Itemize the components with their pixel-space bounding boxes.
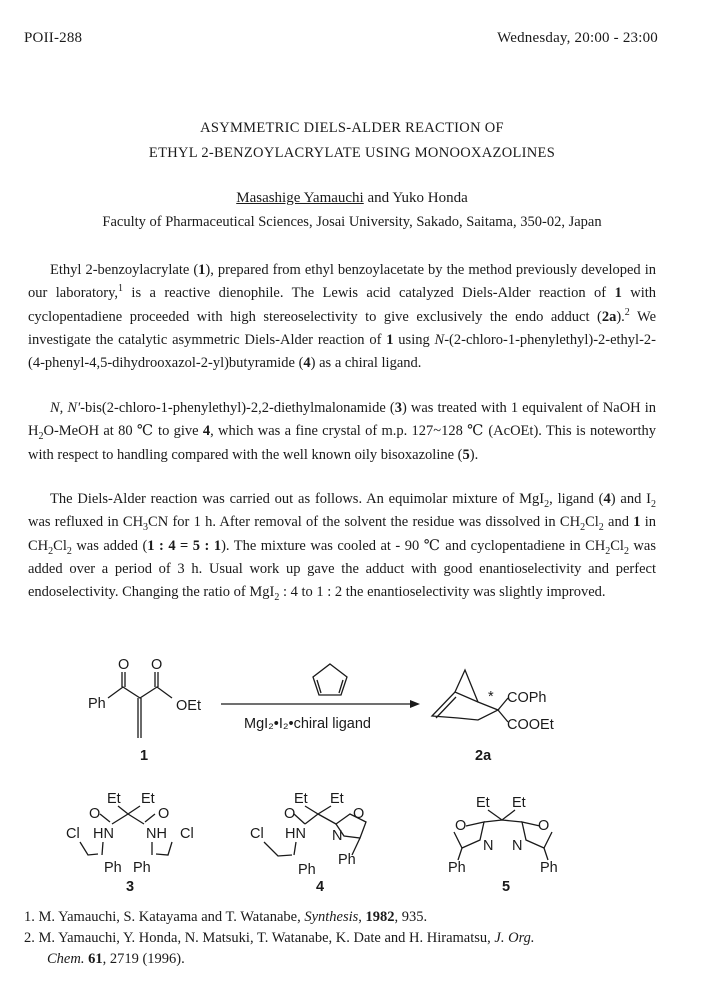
compound-2a-structure xyxy=(432,670,554,764)
atom-et: Et xyxy=(330,791,344,807)
reference-1: 1. M. Yamauchi, S. Katayama and T. Watanabe, Synthesis, 1982, 935. xyxy=(24,909,428,925)
atom-cl: Cl xyxy=(250,826,264,842)
authors xyxy=(0,190,704,207)
atom-o: O xyxy=(353,806,365,822)
compound-ref: 3 xyxy=(394,400,402,416)
compound-1-structure xyxy=(88,657,201,764)
stereo-star: * xyxy=(488,689,494,705)
reagent-label: MgI₂•I₂•chiral ligand xyxy=(244,716,371,732)
citation: 1 xyxy=(118,283,124,295)
atom-nh: NH xyxy=(146,826,167,842)
abstract-code: POII-288 xyxy=(24,30,83,46)
compound-ref: 5 xyxy=(462,446,470,463)
atom-ph: Ph xyxy=(133,860,151,876)
compound-ref: 1 xyxy=(614,285,622,302)
compound-label-1: 1 xyxy=(140,748,149,764)
author-separator: and xyxy=(363,190,393,206)
atom-ph: Ph xyxy=(104,860,122,876)
atom-et: Et xyxy=(476,795,490,811)
atom-cl: Cl xyxy=(66,826,80,842)
compound-3-structure xyxy=(66,791,194,895)
atom-ph: Ph xyxy=(298,862,316,878)
atom-cl: Cl xyxy=(180,826,194,842)
atom-et: Et xyxy=(107,791,121,807)
atom-hn: HN xyxy=(285,826,306,842)
paragraph-1: Ethyl 2-benzoylacrylate (1), prepared from ethyl benzoylacetate by the method previously developed in our laboratory,$^1$ is a reactive dienophile. The Lewis acid catalyzed Diels-Alder reaction of 1 with cyclopentadiene proceeded with high stereoselectivity to give exclusively the endo adduct (2a).$^2$ We investigate the catalytic asymmetric Diels-Alder reaction of 1 using N-(2-chloro-1-phenylethyl)-2-ethyl-2-(4-phenyl-4,5-dihydrooxazol-2-yl)butyramide (4) as a chiral ligand. xyxy=(28,262,657,372)
atom-o: O xyxy=(89,806,101,822)
atom-cooet: COOEt xyxy=(507,717,554,733)
compound-ref: 4 xyxy=(303,355,311,372)
atom-oet: OEt xyxy=(176,698,201,714)
compound-ref: 1 xyxy=(198,262,206,278)
atom-n: N xyxy=(512,838,523,854)
title-line-2: ETHYL 2-BENZOYLACRYLATE USING MONOOXAZOLINES xyxy=(148,145,556,161)
atom-o: O xyxy=(118,657,130,673)
compound-ref: 1 xyxy=(386,331,394,348)
paragraph-2: N, N'-bis(2-chloro-1-phenylethyl)-2,2-diethylmalonamide (3) was treated with 1 equivalent of NaOH in $H_2O$-MeOH at 80 ℃ to give 4, which was a fine crystal of m.p. 127~128 ℃ (AcOEt). This is noteworthy with respect to handling compared with the well known oily bisoxazoline (5). xyxy=(28,400,657,463)
atom-o: O xyxy=(158,806,170,822)
atom-ph: Ph xyxy=(540,860,558,876)
atom-et: Et xyxy=(294,791,308,807)
compound-ref: 2a xyxy=(601,308,617,325)
atom-coph: COPh xyxy=(507,690,547,706)
compound-5-structure xyxy=(448,795,558,895)
journal-name: J. Org. xyxy=(494,930,535,946)
paragraph-3: The Diels-Alder reaction was carried out as follows. An equimolar mixture of MgI$_2$, ligand (4) and $I_2$ was refluxed in $CH_3CN$ for 1 h. After removal of the solvent the residue was dissolved in $CH_2Cl_2$ and 1 in $CH_2Cl_2$ was added (1 : 4 = 5 : 1). The mixture was cooled at - 90 ℃ and cyclopentadiene in $CH_2Cl_2$ was added over a period of 3 h. Usual work up gave the adduct with good enantioselectivity and perfect endoselectivity. Changing the ratio of MgI$_2$ : 4 to 1 : 2 the enantioselectivity was slightly improved. xyxy=(28,491,657,604)
title-line-1: ASYMMETRIC DIELS-ALDER REACTION OF xyxy=(200,120,504,136)
atom-n: N xyxy=(332,828,343,844)
atom-o: O xyxy=(284,806,296,822)
reaction-arrow xyxy=(221,664,420,732)
atom-et: Et xyxy=(512,795,526,811)
compound-ref: 1 xyxy=(633,514,641,531)
presenting-author: Masashige Yamauchi xyxy=(236,190,364,206)
atom-o: O xyxy=(538,818,550,834)
atom-ph: Ph xyxy=(448,860,466,876)
atom-o: O xyxy=(151,657,163,673)
journal-name: Synthesis xyxy=(304,909,359,925)
cyclopentadiene-icon xyxy=(313,664,347,695)
compound-label-4: 4 xyxy=(316,879,325,895)
atom-et: Et xyxy=(141,791,155,807)
compound-label-2a: 2a xyxy=(475,748,492,764)
coauthor: Yuko Honda xyxy=(392,190,468,206)
atom-o: O xyxy=(455,818,467,834)
reference-2: 2. M. Yamauchi, Y. Honda, N. Matsuki, T. Watanabe, K. Date and H. Hiramatsu, J. Org. Chem. 61, 2719 (1996). xyxy=(24,930,535,967)
affiliation: Faculty of Pharmaceutical Sciences, Josai University, Sakado, Saitama, 350-02, Japan xyxy=(102,214,602,230)
atom-hn: HN xyxy=(93,826,114,842)
session-time: Wednesday, 20:00 - 23:00 xyxy=(497,30,658,46)
journal-name: Chem. xyxy=(47,951,85,967)
citation: 2 xyxy=(624,306,630,318)
atom-n: N xyxy=(483,838,494,854)
compound-label-3: 3 xyxy=(126,879,135,895)
compound-4-structure xyxy=(250,791,366,895)
atom-ph: Ph xyxy=(338,852,356,868)
compound-label-5: 5 xyxy=(502,879,511,895)
compound-ref: 4 xyxy=(603,491,611,507)
reaction-scheme xyxy=(0,650,704,900)
atom-ph: Ph xyxy=(88,696,106,712)
compound-ref: 4 xyxy=(202,423,211,440)
ratio: 1 : 4 = 5 : 1 xyxy=(147,537,222,554)
